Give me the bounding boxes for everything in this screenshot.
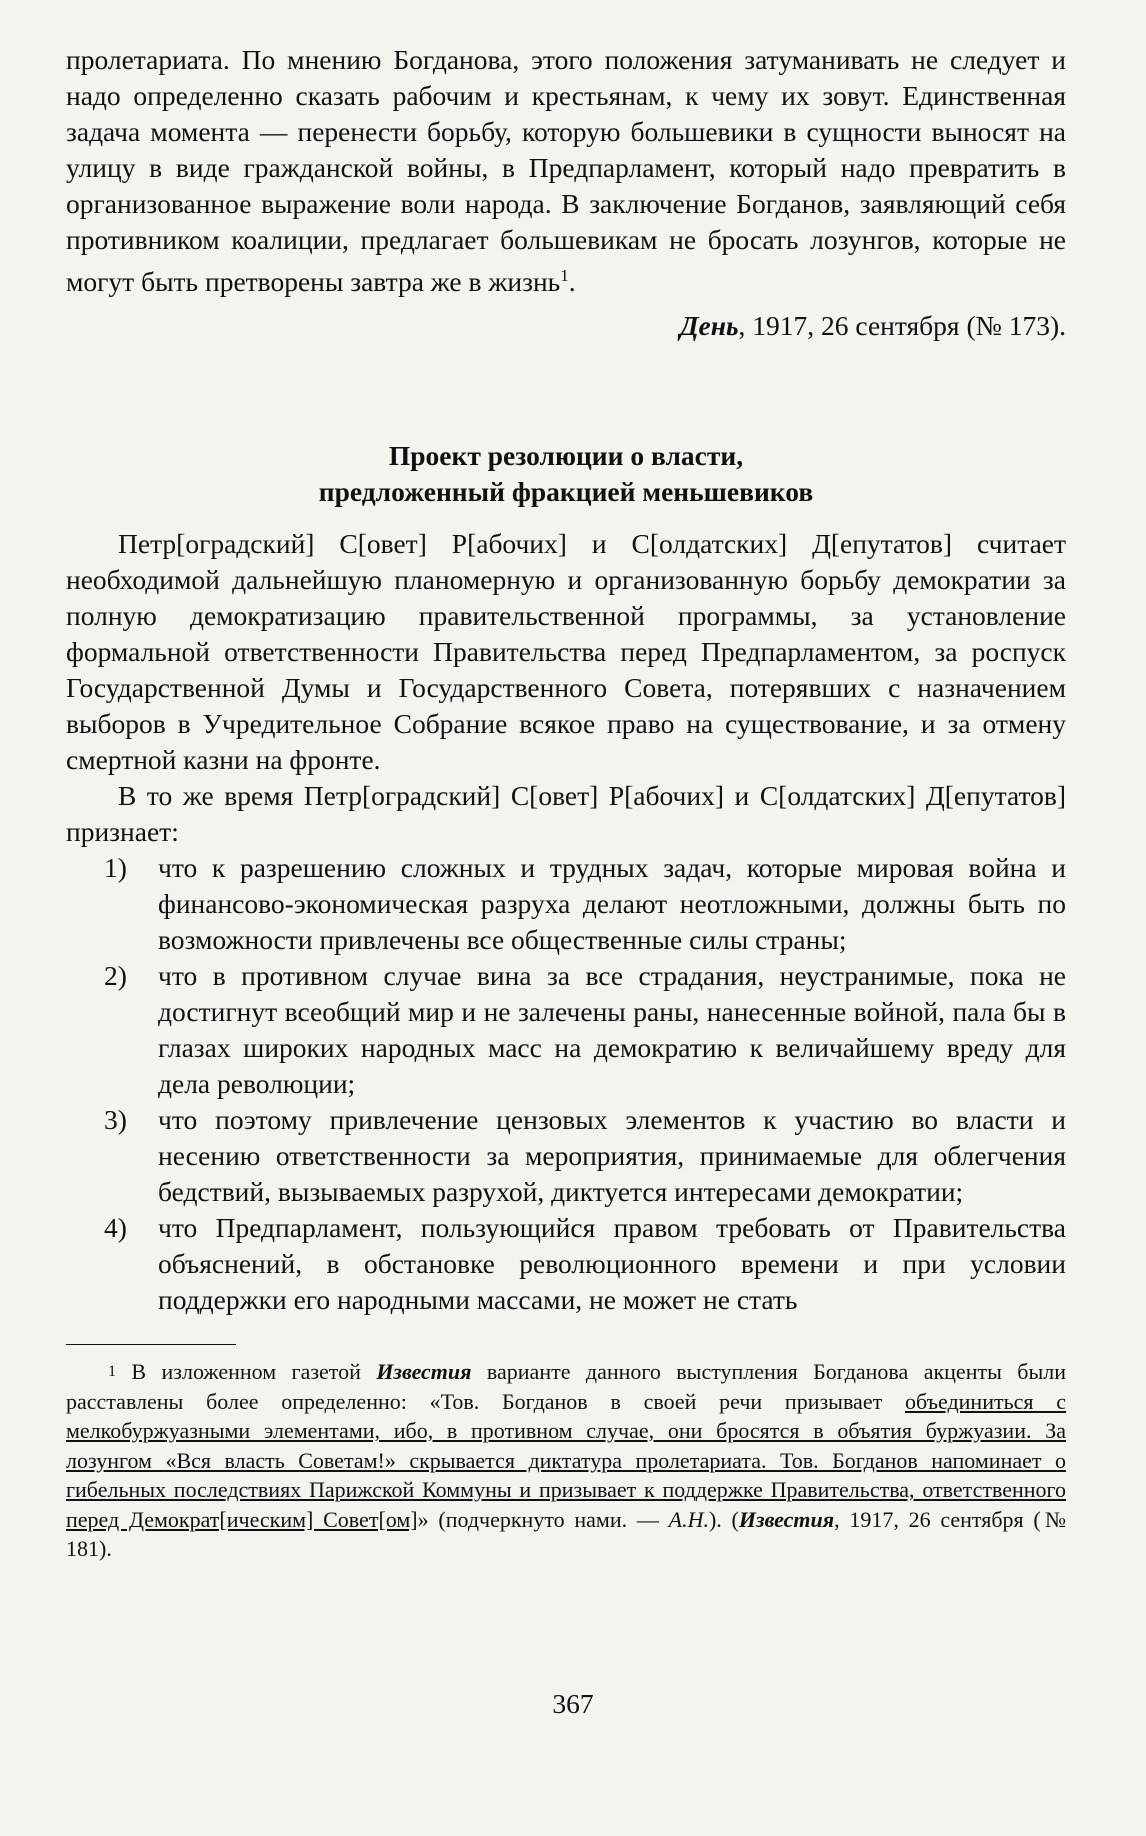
list-item [66,958,1066,1102]
list-item-text: что в противном случае вина за все страдания, неустранимые, пока не достигнут всеобщий мир и не залечены раны, нанесенные войной, пала бы в глазах широких народных масс на демократию к величайшему вреду для дела революции; [158,960,1066,1100]
section-heading [66,438,1066,510]
list-item-number: 3) [104,1104,127,1136]
footnote-after-quote: » (подчеркнуто нами. — [417,1506,669,1532]
continuation-paragraph [66,42,1066,300]
footnote-close: ). ( [708,1506,739,1532]
footnote [66,1357,1066,1564]
footnote-date: , 1917, 26 сентября (№ 181). [66,1506,1066,1562]
list-item-number: 1) [104,852,127,884]
list-item-text: что поэтому привлечение цензовых элементов к участию во власти и несению ответственности за мероприятия, принимаемые для облегчения бедствий, вызываемых разрухой, диктуется интересами демократии; [158,1104,1066,1208]
heading-line-1: Проект резолюции о власти, [388,440,744,472]
resolution-paragraph-2: В то же время Петр[оградский] С[овет] Р[абочих] и С[олдатских] Д[епутатов] признает: [66,780,1066,848]
footnote-marker: 1 [108,1363,116,1381]
list-item-text: что к разрешению сложных и трудных задач, которые мировая война и финансово-экономическая разруха делают неотложными, должны быть по возможности привлечены все общественные силы страны; [158,852,1066,956]
footnote-divider [66,1344,236,1345]
footnote-mid: варианте данного выступления Богданова акценты были расставлены более определенно: «Тов. Богданов в своей речи призывает [66,1359,1067,1414]
list-item [66,850,1066,958]
footnote-underlined-quote: объединиться с мелкобуржуазными элементами, ибо, в противном случае, они бросятся в объятия буржуазии. За лозунгом «Вся власть Советам!» скрывается диктатура пролетариата. Тов. Богданов напоминает о гибельных последствиях Парижской Коммуны и призывает к поддержке Правительства, ответственного перед Демократ[ическим] Совет[ом] [66,1388,1067,1532]
continuation-text: пролетариата. По мнению Богданова, этого положения затуманивать не следует и надо определенно сказать рабочим и крестьянам, к чему их зовут. Единственная задача момента — перенести борьбу, которую большевики в сущности выносят на улицу в виде гражданской войны, в Предпарламент, который надо превратить в организованное выражение воли народа. В заключение Богданов, заявляющий себя противником коалиции, предлагает большевикам не бросать лозунгов, которые не могут быть претворены завтра же в жизнь [66,44,1066,298]
list-item [66,1102,1066,1210]
heading-line-2: предложенный фракцией меньшевиков [318,476,814,508]
resolution-list [66,850,1066,1318]
resolution-paragraph-1: Петр[оградский] С[овет] Р[абочих] и С[олдатских] Д[епутатов] считает необходимой дальнейшую планомерную и организованную борьбу демократии за полную демократизацию правительственной программы, за установление формальной ответственности Правительства перед Предпарламентом, за роспуск Государственной Думы и Государственного Совета, потерявших с назначением выборов в Учредительное Собрание всякое право на существование, и за отмену смертной казни на фронте. [66,528,1066,776]
list-item-number: 2) [104,960,127,992]
continuation-end: . [568,266,576,298]
list-item-number: 4) [104,1212,127,1244]
footnote-paper: Известия [376,1359,472,1385]
source-rest: , 1917, 26 сентября (№ 173). [738,310,1066,342]
footnote-intro: В изложенном газетой [131,1359,377,1385]
footnote-initials: А.Н. [668,1506,709,1532]
footnote-reference[interactable]: 1 [560,266,569,285]
list-item [66,1210,1066,1318]
list-item-text: что Предпарламент, пользующийся правом требовать от Правительства объяснений, в обстановке революционного времени и при условии поддержки его народными массами, не может не стать [158,1212,1066,1316]
page-number: 367 [552,1688,594,1719]
source-paper: День [679,310,739,342]
footnote-paper-2: Известия [738,1506,835,1532]
source-citation [66,308,1066,344]
